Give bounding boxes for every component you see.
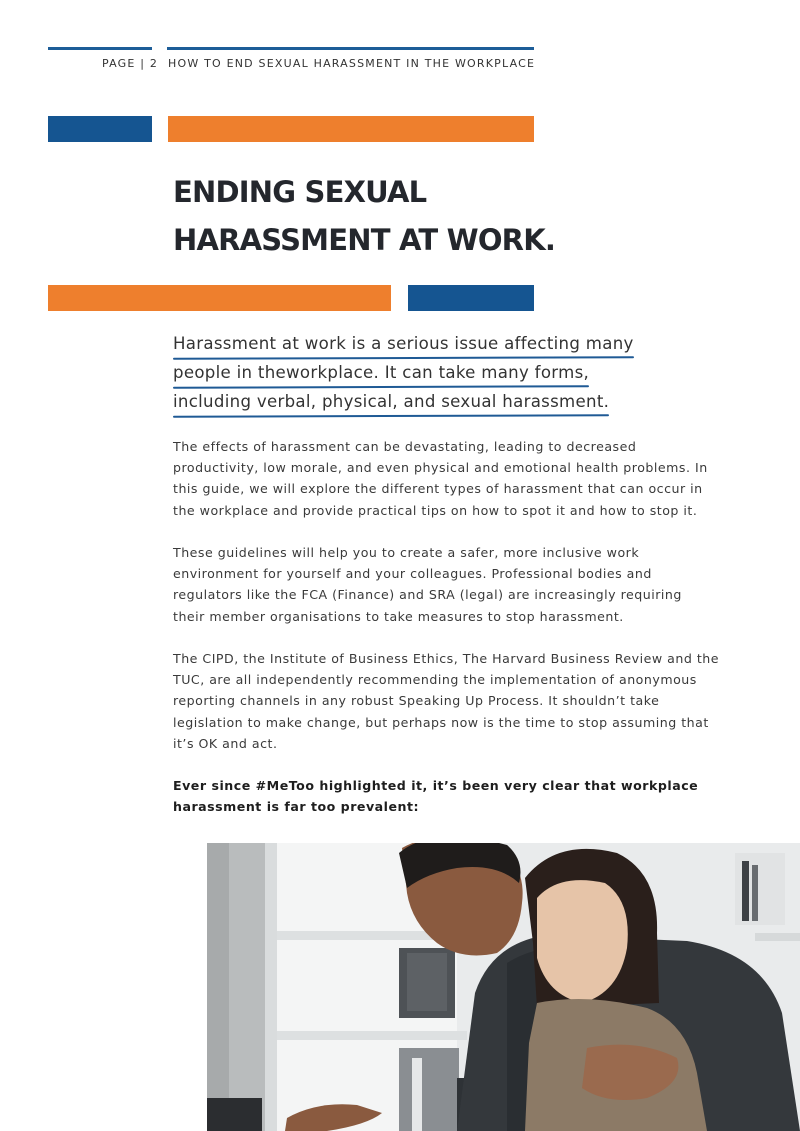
body-paragraph-guidelines [173,542,723,627]
page-title [173,168,593,264]
photo-illustration [207,843,800,1131]
decor-bar-orange-top [168,116,534,142]
decor-bar-blue-top [48,116,152,142]
text-line: The CIPD, the Institute of Business Ethics, The Harvard Business Review and the [173,651,720,666]
page-number: PAGE | 2 [102,57,159,70]
lead-line: including verbal, physical, and sexual harassment. [173,388,673,417]
text-line: productivity, low morale, and even physical and emotional health problems. In [173,460,708,476]
body-paragraph-cipd [173,648,723,754]
text-line: their member organisations to take measures to stop harassment. [173,608,624,624]
text-line: regulators like the FCA (Finance) and SRA (legal) are increasingly requiring [173,587,682,603]
lead-paragraph [173,330,673,417]
text-line: harassment is far too prevalent: [173,799,420,815]
text-line: These guidelines will help you to create a safer, more inclusive work [173,545,640,560]
text-line: environment for yourself and your colleagues. Professional bodies and [173,566,652,582]
text-line: legislation to make change, but perhaps now is the time to stop assuming that [173,714,709,730]
text-line: the workplace and provide practical tips on how to spot it and how to stop it. [173,502,698,518]
workplace-harassment-photo [207,843,800,1131]
text-line: reporting channels in any robust Speaking Up Process. It shouldn’t take [173,693,660,709]
decor-bar-blue-bottom [408,285,534,311]
text-line: The effects of harassment can be devastating, leading to decreased [173,439,637,454]
running-header-title: HOW TO END SEXUAL HARASSMENT IN THE WORKPLACE [168,57,536,70]
lead-line: Harassment at work is a serious issue affecting many [173,330,673,359]
lead-line: people in theworkplace. It can take many forms, [173,359,673,388]
text-line: it’s OK and act. [173,735,278,751]
header-rule-right [167,47,534,50]
decor-bar-orange-bottom [48,285,391,311]
body-paragraph-effects [173,436,723,521]
page-title-line-2: HARASSMENT AT WORK. [173,223,556,257]
text-line: Ever since #MeToo highlighted it, it’s been very clear that workplace [173,778,699,793]
text-line: this guide, we will explore the different types of harassment that can occur in [173,481,703,497]
body-paragraph-metoo-bold [173,775,723,817]
header-rule-left [48,47,152,50]
page-title-line-1: ENDING SEXUAL [173,175,427,209]
text-line: TUC, are all independently recommending the implementation of anonymous [173,672,697,688]
